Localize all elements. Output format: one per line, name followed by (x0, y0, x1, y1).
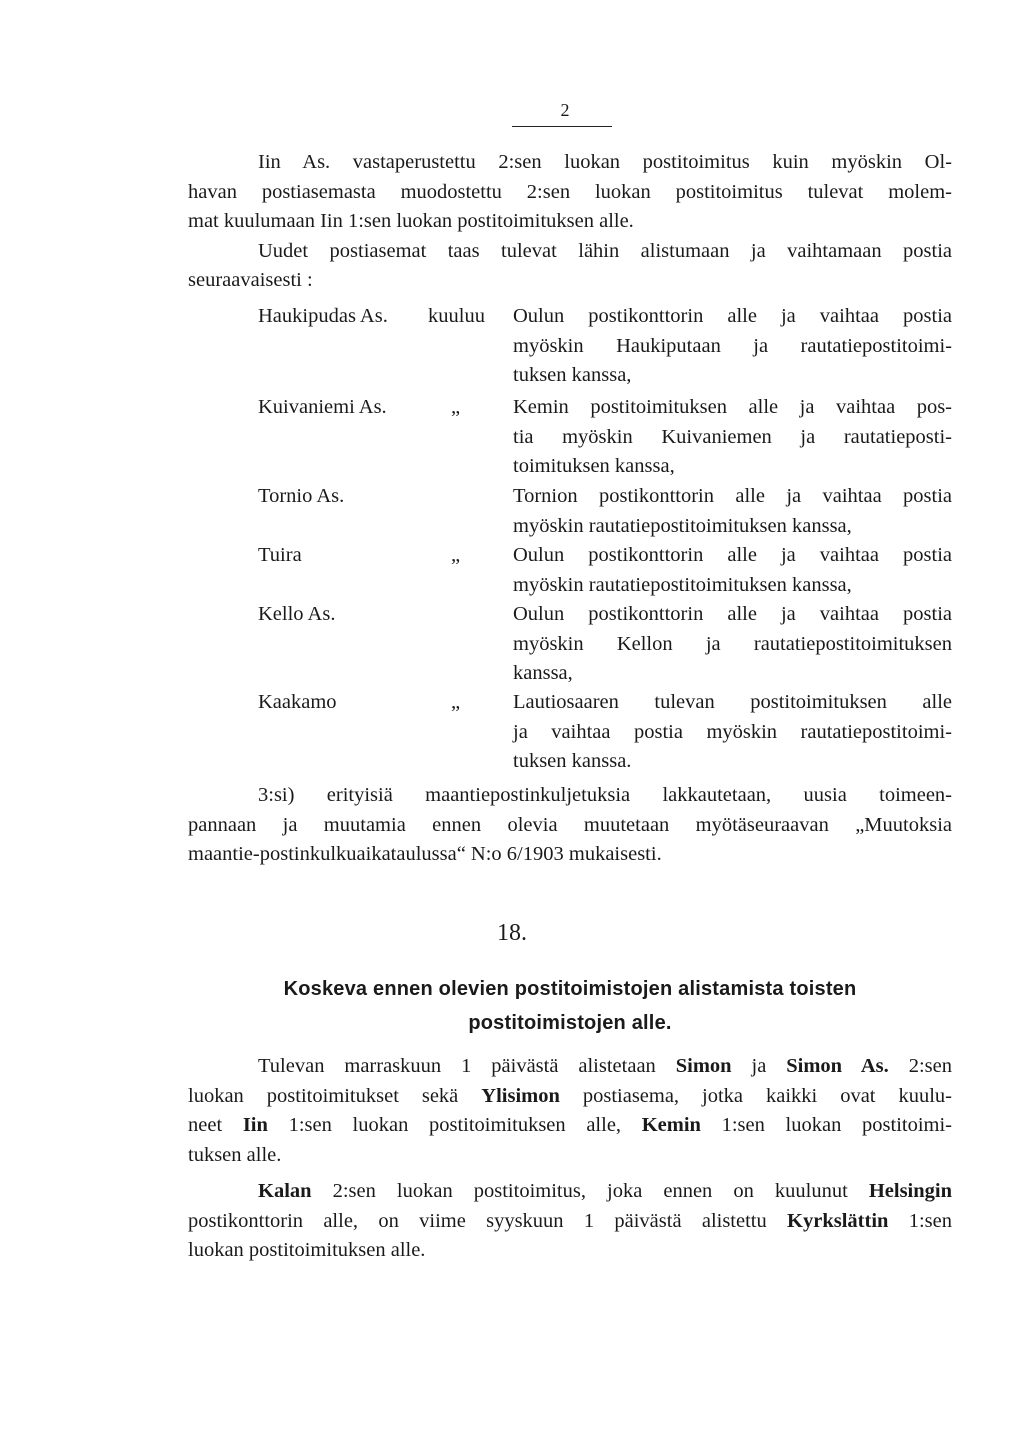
text-line: tuksen alle. (188, 1143, 282, 1166)
text-line: havan postiasemasta muodostettu 2:sen luokan postitoimitus tulevat molem- (188, 180, 952, 203)
entry-description (513, 600, 952, 689)
uudet-paragraph-cont (188, 266, 952, 296)
text-line: seuraavaisesti : (188, 269, 313, 291)
entry-place: Kuivaniemi As. (258, 396, 387, 418)
text-line: pannaan ja muutamia ennen olevia muutetaan myötäseuraavan „Muutoksia (188, 813, 952, 836)
entry-description (513, 302, 952, 391)
text-run: luokan postitoimitukset sekä (188, 1084, 482, 1107)
entry-description (513, 482, 952, 541)
paragraph-simon (258, 1052, 952, 1082)
text-line: myöskin rautatiepostitoimituksen kanssa, (513, 573, 852, 596)
text-line: Uudet postiasemat taas tulevat lähin alistumaan ja vaihtamaan postia (258, 239, 952, 262)
text-line: ja vaihtaa postia myöskin rautatiepostitoimi- (513, 720, 952, 743)
point-3-paragraph-cont (188, 811, 952, 870)
text-run: ja (731, 1055, 787, 1077)
intro-paragraph (258, 148, 952, 178)
place-name-bold: Iin (242, 1114, 268, 1136)
place-name-bold: Simon As. (786, 1055, 889, 1077)
entry-place: Tuira (258, 544, 302, 566)
place-name-bold: Kalan (258, 1180, 312, 1202)
uudet-paragraph (258, 237, 952, 267)
entry-ditto: kuuluu (428, 305, 485, 327)
entry-place: Tornio As. (258, 485, 345, 507)
point-3-paragraph (258, 781, 952, 811)
paragraph-kala-cont (188, 1207, 952, 1266)
text-line (188, 1207, 952, 1237)
text-run: postiasema, jotka kaikki ovat kuulu- (559, 1084, 952, 1107)
text-line: Tornion postikonttorin alle ja vaihtaa postia (513, 485, 952, 507)
place-name-bold: Ylisimon (481, 1084, 560, 1107)
text-run: 2:sen (888, 1055, 952, 1077)
entry-description (513, 688, 952, 777)
text-run: 1:sen luokan postitoimi- (700, 1114, 952, 1136)
section-number: 18. (497, 920, 527, 946)
text-run: postikonttorin alle, on viime syyskuun 1 päivästä alistettu (188, 1209, 788, 1232)
entry-ditto: „ (451, 396, 461, 418)
intro-paragraph-cont (188, 178, 952, 237)
text-line: myöskin Haukiputaan ja rautatiepostitoimi- (513, 334, 952, 357)
text-line: Lautiosaaren tulevan postitoimituksen alle (513, 691, 952, 713)
text-run: 2:sen luokan postitoimitus, joka ennen on kuulunut (311, 1180, 869, 1202)
text-line: tuksen kanssa, (513, 364, 632, 386)
page-number: 2 (560, 100, 570, 120)
place-name-bold: Kyrkslättin (787, 1209, 889, 1232)
text-line: Kemin postitoimituksen alle ja vaihtaa pos- (513, 396, 952, 418)
text-run: 1:sen (888, 1209, 952, 1232)
text-line: tuksen kanssa. (513, 750, 632, 772)
entry-description (513, 541, 952, 600)
place-name-bold: Simon (675, 1055, 732, 1077)
entry-ditto: „ (451, 544, 461, 566)
paragraph-kala (258, 1177, 952, 1207)
text-line: kanssa, (513, 662, 573, 684)
text-line: myöskin rautatiepostitoimituksen kanssa, (513, 514, 852, 537)
entry-description (513, 393, 952, 482)
heading-line: Koskeva ennen olevien postitoimistojen alistamista toisten (283, 978, 857, 1000)
text-line (188, 1082, 952, 1112)
entry-ditto: „ (451, 691, 461, 713)
entry-place: Haukipudas As. (258, 305, 388, 327)
text-line: Iin As. vastaperustettu 2:sen luokan postitoimitus kuin myöskin Ol- (258, 151, 952, 173)
text-line: maantie-postinkulkuaikataulussa“ N:o 6/1903 mukaisesti. (188, 843, 662, 865)
text-line (258, 1177, 952, 1207)
text-line: luokan postitoimituksen alle. (188, 1239, 426, 1261)
text-run: 1:sen luokan postitoimituksen alle, (267, 1114, 642, 1136)
text-line (258, 1052, 952, 1082)
text-line: tia myöskin Kuivaniemen ja rautatieposti- (513, 425, 952, 448)
text-line (188, 1111, 952, 1141)
page-number-rule (512, 126, 612, 127)
text-line: Oulun postikonttorin alle ja vaihtaa postia (513, 305, 952, 327)
text-run: Tulevan marraskuun 1 päivästä alistetaan (258, 1055, 676, 1077)
text-line: myöskin Kellon ja rautatiepostitoimituksen (513, 632, 952, 655)
section-heading (188, 972, 952, 1040)
entry-place: Kaakamo (258, 691, 337, 713)
place-name-bold: Helsingin (868, 1180, 952, 1202)
heading-line: postitoimistojen alle. (468, 1012, 672, 1034)
text-run: neet (188, 1114, 243, 1136)
text-line: mat kuulumaan Iin 1:sen luokan postitoimituksen alle. (188, 210, 634, 232)
place-name-bold: Kemin (641, 1114, 701, 1136)
text-line: 3:si) erityisiä maantiepostinkuljetuksia lakkautetaan, uusia toimeen- (258, 784, 952, 806)
text-line: Oulun postikonttorin alle ja vaihtaa postia (513, 544, 952, 566)
paragraph-simon-cont (188, 1082, 952, 1171)
text-line: toimituksen kanssa, (513, 455, 675, 477)
entry-place: Kello As. (258, 603, 336, 625)
text-line: Oulun postikonttorin alle ja vaihtaa postia (513, 603, 952, 625)
